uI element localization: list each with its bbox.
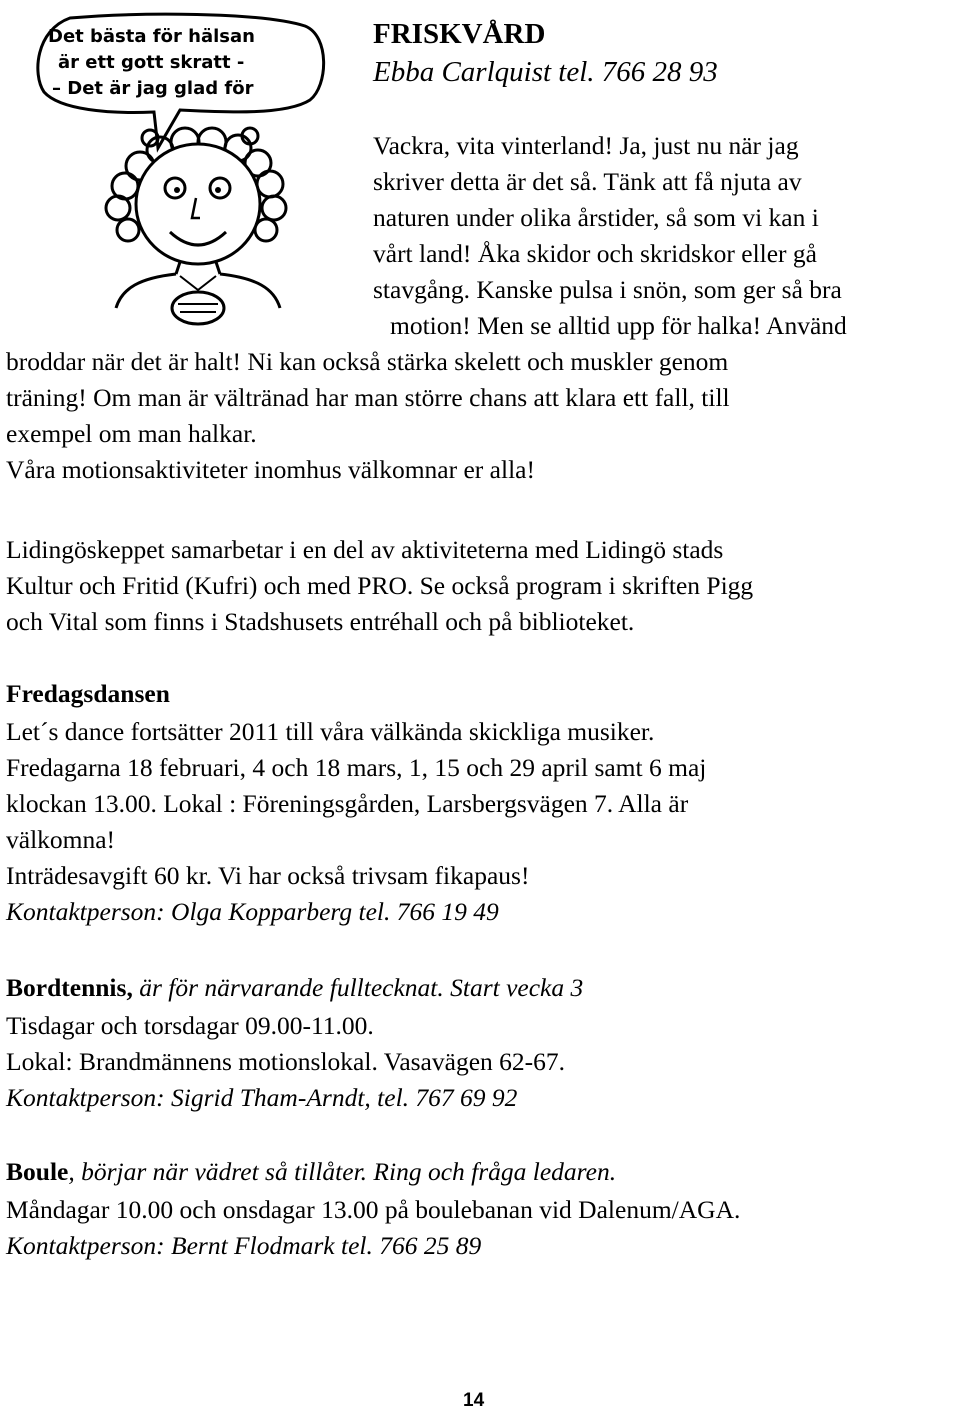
page-number: 14 <box>463 1390 485 1411</box>
fredagsdansen-heading: Fredagsdansen <box>6 679 170 708</box>
bordtennis-line-1: Tisdagar och torsdagar 09.00-11.00. <box>6 1011 374 1040</box>
bubble-line-3: – Det är jag glad för <box>52 78 254 99</box>
lidingo-line-2: Kultur och Fritid (Kufri) och med PRO. Se också program i skriften Pigg <box>6 571 754 600</box>
boule-heading: Boule <box>6 1157 69 1186</box>
intro-line-3: naturen under olika årstider, så som vi kan i <box>373 203 819 232</box>
intro-line-1: Vackra, vita vinterland! Ja, just nu när jag <box>373 131 799 160</box>
fredagsdansen-contact: Kontaktperson: Olga Kopparberg tel. 766 19 49 <box>6 897 499 926</box>
intro-line-9: exempel om man halkar. <box>6 419 257 448</box>
bordtennis-heading: Bordtennis, <box>6 973 133 1002</box>
fredagsdansen-line-4: välkomna! <box>6 825 116 854</box>
lidingo-line-1: Lidingöskeppet samarbetar i en del av aktiviteterna med Lidingö stads <box>6 535 724 564</box>
header-contact: Ebba Carlquist tel. 766 28 93 <box>373 56 718 88</box>
boule-contact: Kontaktperson: Bernt Flodmark tel. 766 25 89 <box>6 1231 482 1260</box>
bordtennis-line-2: Lokal: Brandmännens motionslokal. Vasavägen 62-67. <box>6 1047 566 1076</box>
bubble-line-2: är ett gott skratt - <box>58 52 245 73</box>
cartoon-illustration <box>30 8 360 328</box>
intro-line-6: motion! Men se alltid upp för halka! Använd <box>390 311 847 340</box>
intro-line-2: skriver detta är det så. Tänk att få njuta av <box>373 167 802 196</box>
boule-note: , börjar när vädret så tillåter. Ring och fråga ledaren. <box>68 1157 617 1186</box>
fredagsdansen-line-2: Fredagarna 18 februari, 4 och 18 mars, 1, 15 och 29 april samt 6 maj <box>6 753 707 782</box>
lidingo-line-3: och Vital som finns i Stadshusets entréhall och på biblioteket. <box>6 607 635 636</box>
bordtennis-note: är för närvarande fulltecknat. Start vecka 3 <box>132 973 584 1002</box>
bordtennis-contact: Kontaktperson: Sigrid Tham-Arndt, tel. 767 69 92 <box>6 1083 518 1112</box>
bubble-line-1: Det bästa för hälsan <box>48 26 255 47</box>
boule-heading-line <box>6 1154 616 1190</box>
bordtennis-heading-line <box>6 970 583 1006</box>
fredagsdansen-line-5: Inträdesavgift 60 kr. Vi har också trivsam fikapaus! <box>6 861 530 890</box>
intro-line-7: broddar när det är halt! Ni kan också stärka skelett och muskler genom <box>6 347 729 376</box>
intro-line-8: träning! Om man är vältränad har man större chans att klara ett fall, till <box>6 383 730 412</box>
boule-line-1: Måndagar 10.00 och onsdagar 13.00 på boulebanan vid Dalenum/AGA. <box>6 1195 741 1224</box>
svg-text:Det bästa för hälsan är et <box>48 26 261 99</box>
intro-line-5: stavgång. Kanske pulsa i snön, som ger så bra <box>373 275 842 304</box>
page-title: FRISKVÅRD <box>373 18 546 50</box>
intro-line-4: vårt land! Åka skidor och skridskor eller gå <box>373 239 817 268</box>
fredagsdansen-line-1: Let´s dance fortsätter 2011 till våra välkända skickliga musiker. <box>6 717 655 746</box>
intro-line-10: Våra motionsaktiviteter inomhus välkomnar er alla! <box>6 455 535 484</box>
fredagsdansen-line-3: klockan 13.00. Lokal : Föreningsgården, Larsbergsvägen 7. Alla är <box>6 789 689 818</box>
